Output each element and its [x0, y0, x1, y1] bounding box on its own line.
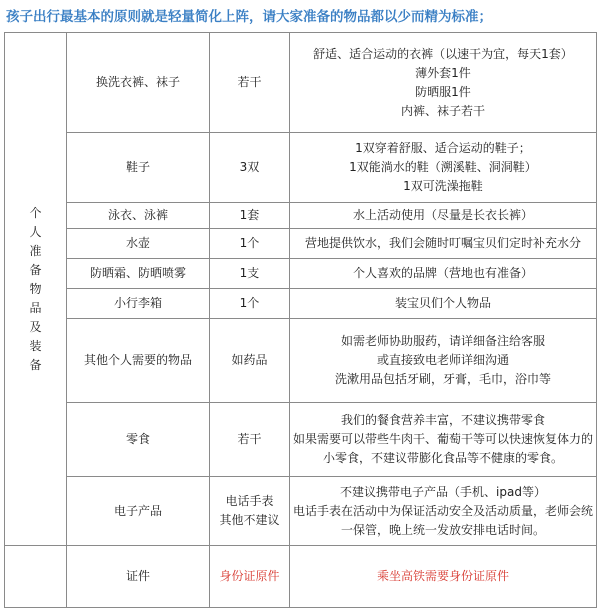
table-row	[5, 259, 597, 289]
item-quantity	[210, 403, 290, 477]
detail-line: 如果需要可以带些牛肉干、葡萄干等可以快速恢复体力的	[292, 432, 593, 446]
category-char: 人	[29, 224, 42, 239]
detail-line: 装宝贝们个人物品	[394, 296, 491, 310]
item-detail: 乘坐高铁需要身份证原件	[290, 546, 597, 608]
quantity-line: 如药品	[231, 353, 268, 367]
item-detail	[290, 229, 597, 259]
quantity-line: 若干	[237, 432, 262, 446]
item-name: 小行李箱	[67, 289, 210, 319]
detail-line: 个人喜欢的品牌（营地也有准备）	[352, 266, 533, 280]
category-char: 个	[29, 205, 42, 220]
item-quantity	[210, 319, 290, 403]
table-row	[5, 33, 597, 133]
item-name: 零食	[67, 403, 210, 477]
item-name: 泳衣、泳裤	[67, 203, 210, 229]
detail-line: 一保管，晚上统一发放安排电话时间。	[340, 522, 545, 537]
category-char: 装	[29, 338, 42, 353]
quantity-line: 1支	[239, 266, 260, 280]
detail-line: 1双可洗澡拖鞋	[403, 179, 483, 193]
item-quantity: 身份证原件	[210, 546, 290, 608]
detail-line: 营地提供饮水，我们会随时叮嘱宝贝们定时补充水分	[304, 236, 581, 250]
item-name: 防晒霜、防晒喷雾	[67, 259, 210, 289]
table-row	[5, 403, 597, 477]
detail-line: 水上活动使用（尽量是长衣长裤）	[352, 208, 533, 222]
category-cell	[5, 33, 67, 546]
table-row	[5, 319, 597, 403]
detail-line: 或直接致电老师详细沟通	[376, 353, 509, 367]
quantity-line: 1套	[239, 208, 260, 222]
category-char: 物	[29, 281, 42, 296]
quantity-line: 1个	[239, 236, 260, 250]
table-row	[5, 203, 597, 229]
item-quantity	[210, 203, 290, 229]
detail-line: 不建议携带电子产品（手机、ipad等）	[340, 484, 546, 499]
table-row	[5, 133, 597, 203]
category-cell-empty	[5, 546, 67, 608]
table-row	[5, 477, 597, 546]
item-name: 证件	[67, 546, 210, 608]
item-quantity	[210, 289, 290, 319]
item-detail	[290, 289, 597, 319]
quantity-line: 3双	[239, 160, 260, 174]
detail-line: 我们的餐食营养丰富，不建议携带零食	[340, 413, 545, 427]
item-name: 水壶	[67, 229, 210, 259]
quantity-line: 若干	[237, 75, 262, 89]
quantity-line: 电话手表	[225, 494, 274, 508]
item-name: 其他个人需要的物品	[67, 319, 210, 403]
detail-line: 薄外套1件	[415, 65, 471, 80]
item-detail	[290, 477, 597, 546]
item-detail	[290, 133, 597, 203]
detail-line: 1双穿着舒服、适合运动的鞋子；	[355, 141, 531, 155]
category-char: 准	[29, 243, 42, 258]
detail-line: 1双能淌水的鞋（溯溪鞋、洞洞鞋）	[349, 160, 537, 174]
item-quantity	[210, 229, 290, 259]
item-name: 电子产品	[67, 477, 210, 546]
quantity-line: 其他不建议	[219, 513, 280, 527]
category-char: 品	[29, 300, 42, 315]
item-quantity	[210, 259, 290, 289]
table-row	[5, 229, 597, 259]
detail-line: 电话手表在活动中为保证活动安全及活动质量，老师会统	[292, 503, 593, 518]
table-row	[5, 289, 597, 319]
item-detail	[290, 259, 597, 289]
detail-line: 内裤、袜子若干	[400, 103, 485, 118]
detail-line: 小零食，不建议带膨化食品等不健康的零食。	[322, 451, 563, 465]
quantity-line: 1个	[239, 296, 260, 310]
item-detail	[290, 403, 597, 477]
item-quantity	[210, 133, 290, 203]
detail-line: 防晒服1件	[415, 84, 471, 99]
item-detail	[290, 319, 597, 403]
page-heading: 孩子出行最基本的原则就是轻量简化上阵，请大家准备的物品都以少而精为标准；	[6, 9, 492, 25]
item-quantity	[210, 33, 290, 133]
item-detail	[290, 33, 597, 133]
category-char: 及	[29, 319, 42, 334]
item-name: 鞋子	[67, 133, 210, 203]
table-row	[5, 546, 597, 608]
detail-line: 如需老师协助服药，请详细备注给客服	[340, 334, 545, 348]
category-char: 备	[29, 262, 42, 277]
item-name: 换洗衣裤、袜子	[67, 33, 210, 133]
category-char: 备	[29, 357, 42, 372]
item-quantity	[210, 477, 290, 546]
item-detail	[290, 203, 597, 229]
detail-line: 舒适、适合运动的衣裤（以速干为宜，每天1套）	[313, 46, 573, 61]
detail-line: 洗漱用品包括牙刷，牙膏，毛巾，浴巾等	[334, 372, 551, 386]
packing-list-table	[4, 32, 597, 608]
